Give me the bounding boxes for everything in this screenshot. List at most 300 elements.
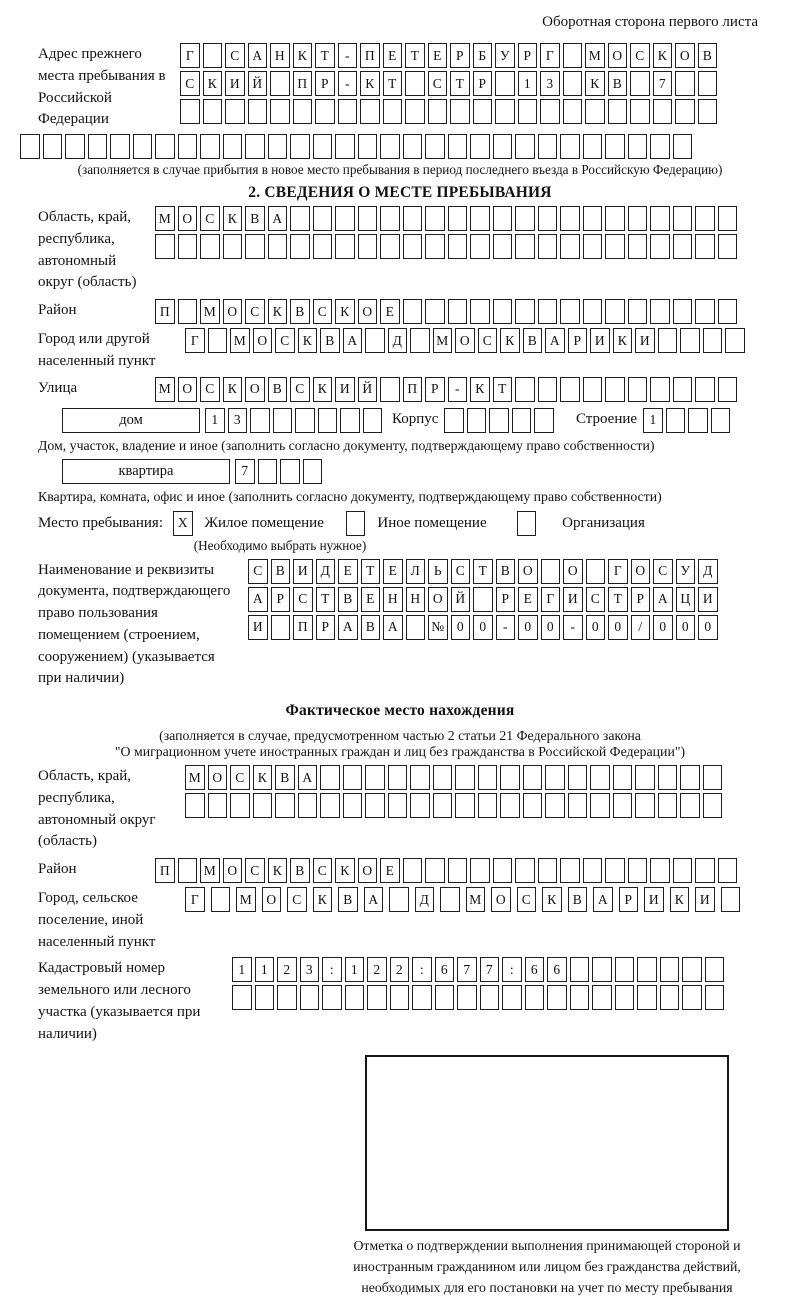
char-box: К	[613, 328, 633, 353]
char-box: Г	[608, 559, 628, 584]
char-box	[493, 299, 513, 324]
char-box: И	[293, 559, 313, 584]
dom-note: Дом, участок, владение и иное (заполнить согласно документу, подтверждающему право собственности)	[38, 437, 655, 453]
char-box	[523, 765, 543, 790]
char-box: Н	[270, 43, 290, 68]
char-box	[688, 408, 708, 433]
char-box: С	[200, 206, 220, 231]
char-box	[673, 858, 693, 883]
char-box: О	[491, 887, 511, 912]
char-box	[538, 299, 558, 324]
s2-raion-block	[38, 299, 800, 324]
char-box	[675, 99, 695, 124]
char-box	[680, 328, 700, 353]
char-box: Р	[450, 43, 470, 68]
char-box: К	[223, 377, 243, 402]
char-box	[223, 134, 243, 159]
char-box: Й	[358, 377, 378, 402]
char-row	[248, 587, 718, 612]
char-box: Т	[473, 559, 493, 584]
char-box: К	[360, 71, 380, 96]
stamp-note: Отметка о подтверждении выполнения принимающей стороной и иностранным гражданином или лицом без гражданства действий, необходимых для его постановки на учет по месту пребывания	[353, 1238, 741, 1295]
char-box: В	[338, 887, 358, 912]
char-box	[540, 99, 560, 124]
s2-oblast-label: Область, край, республика, автономный округ (область)	[38, 209, 137, 291]
char-box	[698, 99, 718, 124]
char-box: К	[335, 299, 355, 324]
char-box	[428, 99, 448, 124]
char-box	[637, 957, 657, 982]
char-box: Р	[631, 587, 651, 612]
kvartira-row	[62, 459, 800, 484]
char-box	[403, 234, 423, 259]
char-box	[208, 793, 228, 818]
char-box: К	[542, 887, 562, 912]
char-box	[315, 99, 335, 124]
char-box: С	[451, 559, 471, 584]
char-box: :	[322, 957, 342, 982]
char-box	[335, 134, 355, 159]
char-box: А	[593, 887, 613, 912]
doc-rows	[248, 559, 718, 640]
char-box: 0	[586, 615, 606, 640]
char-box	[245, 134, 265, 159]
char-box: О	[262, 887, 282, 912]
char-box	[293, 99, 313, 124]
char-box	[295, 408, 315, 433]
char-box	[658, 765, 678, 790]
char-box	[203, 43, 223, 68]
char-box: К	[293, 43, 313, 68]
char-box	[388, 765, 408, 790]
char-box	[560, 858, 580, 883]
kadastr-block	[38, 957, 800, 1045]
char-box: Р	[496, 587, 516, 612]
char-box	[448, 234, 468, 259]
char-box: В	[698, 43, 718, 68]
char-box	[380, 134, 400, 159]
char-box: П	[360, 43, 380, 68]
doc-label: Наименование и реквизиты документа, подтверждающего право пользования помещением (строением, сооружением) (указывается при наличии)	[38, 561, 231, 687]
char-box: 0	[451, 615, 471, 640]
char-box	[200, 134, 220, 159]
char-box: С	[313, 299, 333, 324]
char-box	[320, 765, 340, 790]
char-box: А	[248, 43, 268, 68]
char-box	[455, 793, 475, 818]
char-box	[718, 234, 738, 259]
char-box	[448, 206, 468, 231]
char-box	[338, 99, 358, 124]
char-box	[545, 765, 565, 790]
korpus-label: Корпус	[392, 410, 439, 427]
char-box: К	[203, 71, 223, 96]
char-box: Р	[619, 887, 639, 912]
char-box: 6	[525, 957, 545, 982]
char-box	[718, 858, 738, 883]
char-row	[232, 957, 724, 982]
char-box	[277, 985, 297, 1010]
char-box: М	[466, 887, 486, 912]
char-box: У	[676, 559, 696, 584]
char-box: К	[313, 377, 333, 402]
char-box: А	[338, 615, 358, 640]
char-box: О	[518, 559, 538, 584]
char-box: М	[200, 299, 220, 324]
char-box: И	[695, 887, 715, 912]
char-box	[705, 957, 725, 982]
char-box: Р	[425, 377, 445, 402]
char-box	[358, 134, 378, 159]
char-box	[383, 99, 403, 124]
char-box	[613, 793, 633, 818]
char-box: С	[517, 887, 537, 912]
char-box	[628, 299, 648, 324]
char-box: О	[208, 765, 228, 790]
char-box	[583, 377, 603, 402]
stroenie-label: Строение	[575, 410, 638, 427]
char-box: Е	[428, 43, 448, 68]
char-box	[365, 328, 385, 353]
prev-address-block	[38, 43, 800, 131]
char-box	[682, 985, 702, 1010]
char-box: Р	[316, 615, 336, 640]
char-box	[538, 377, 558, 402]
char-box	[271, 615, 291, 640]
mesto-prebyvaniya-row	[38, 511, 800, 536]
char-box: В	[338, 587, 358, 612]
char-box: С	[290, 377, 310, 402]
char-box	[563, 99, 583, 124]
char-box: -	[496, 615, 516, 640]
char-box: И	[563, 587, 583, 612]
char-box: И	[698, 587, 718, 612]
char-box	[502, 985, 522, 1010]
char-box: П	[155, 858, 175, 883]
char-box	[268, 234, 288, 259]
char-box	[660, 985, 680, 1010]
char-box	[203, 99, 223, 124]
char-box	[637, 985, 657, 1010]
char-box: 1	[643, 408, 663, 433]
s2-ulitsa-block	[38, 377, 800, 402]
char-box: О	[178, 206, 198, 231]
char-box	[470, 206, 490, 231]
char-box	[358, 234, 378, 259]
char-box	[711, 408, 731, 433]
char-box: 0	[473, 615, 493, 640]
char-box	[110, 134, 130, 159]
char-box	[586, 559, 606, 584]
char-box	[635, 793, 655, 818]
fact-raion-block	[38, 858, 800, 883]
char-box: Д	[388, 328, 408, 353]
char-box	[583, 299, 603, 324]
char-box	[703, 793, 723, 818]
char-box: В	[523, 328, 543, 353]
char-box	[605, 858, 625, 883]
char-box	[290, 134, 310, 159]
char-box	[425, 858, 445, 883]
char-box	[680, 793, 700, 818]
char-box: 0	[608, 615, 628, 640]
char-row	[180, 71, 717, 96]
s2-raion-label: Район	[38, 302, 77, 318]
char-box: Т	[316, 587, 336, 612]
char-box	[538, 858, 558, 883]
char-box	[512, 408, 532, 433]
char-box: 2	[367, 957, 387, 982]
char-box	[313, 134, 333, 159]
char-box	[650, 134, 670, 159]
prev-address-note: (заполняется в случае прибытия в новое место пребывания в период последнего въезда в Российскую Федерацию)	[77, 162, 723, 177]
char-box	[273, 408, 293, 433]
char-box	[245, 234, 265, 259]
char-box	[718, 377, 738, 402]
char-box: М	[230, 328, 250, 353]
char-box: Р	[473, 71, 493, 96]
char-box	[658, 328, 678, 353]
char-box	[253, 793, 273, 818]
kadastr-label: Кадастровый номер земельного или лесного участка (указывается при наличии)	[38, 960, 201, 1042]
char-box: Г	[540, 43, 560, 68]
char-box	[20, 134, 40, 159]
char-box	[470, 858, 490, 883]
char-box: 3	[228, 408, 248, 433]
char-box	[673, 299, 693, 324]
checkbox-inoe	[346, 511, 366, 536]
char-box	[178, 234, 198, 259]
char-box	[592, 985, 612, 1010]
char-box: О	[253, 328, 273, 353]
char-box: К	[313, 887, 333, 912]
char-box: В	[268, 377, 288, 402]
char-box: -	[563, 615, 583, 640]
char-box	[480, 985, 500, 1010]
char-box: Г	[180, 43, 200, 68]
char-box: 2	[277, 957, 297, 982]
char-box	[515, 377, 535, 402]
char-box: С	[200, 377, 220, 402]
char-box	[541, 559, 561, 584]
char-box: 1	[518, 71, 538, 96]
char-box	[270, 99, 290, 124]
char-box	[680, 765, 700, 790]
char-box	[538, 206, 558, 231]
char-box	[412, 985, 432, 1010]
char-box: :	[412, 957, 432, 982]
char-box: И	[635, 328, 655, 353]
char-box: 0	[676, 615, 696, 640]
char-box	[298, 793, 318, 818]
char-box	[493, 206, 513, 231]
char-box	[248, 99, 268, 124]
fact-oblast-block	[38, 765, 800, 853]
char-box	[613, 765, 633, 790]
char-box	[628, 234, 648, 259]
char-box	[467, 408, 487, 433]
char-box: Д	[316, 559, 336, 584]
s2-oblast-block	[38, 206, 800, 294]
char-box: Ь	[428, 559, 448, 584]
char-box	[650, 377, 670, 402]
char-box	[568, 793, 588, 818]
char-box	[493, 234, 513, 259]
char-box	[560, 206, 580, 231]
char-row	[185, 887, 740, 912]
s2-gorod-block	[38, 328, 800, 373]
char-box: В	[275, 765, 295, 790]
char-row	[232, 985, 724, 1010]
char-box	[630, 71, 650, 96]
char-box	[695, 206, 715, 231]
char-box: Г	[185, 328, 205, 353]
char-row	[444, 408, 554, 433]
char-box	[343, 765, 363, 790]
char-box: 1	[345, 957, 365, 982]
char-box: П	[293, 615, 313, 640]
char-box	[250, 408, 270, 433]
char-box	[320, 793, 340, 818]
char-box: №	[428, 615, 448, 640]
char-box: Д	[415, 887, 435, 912]
char-box	[425, 206, 445, 231]
char-box: 1	[232, 957, 252, 982]
char-box	[495, 99, 515, 124]
char-box	[335, 234, 355, 259]
fact-raion-label: Район	[38, 861, 77, 877]
char-box: 0	[653, 615, 673, 640]
char-box	[653, 99, 673, 124]
fact-oblast-rows	[185, 765, 722, 818]
fact-title: Фактическое место нахождения	[285, 702, 515, 719]
char-box	[403, 134, 423, 159]
char-box	[223, 234, 243, 259]
fact-gorod-label: Город, сельское поселение, иной населенный пункт	[38, 890, 156, 950]
char-box	[675, 71, 695, 96]
char-box	[560, 299, 580, 324]
char-box	[500, 793, 520, 818]
char-box: К	[223, 206, 243, 231]
char-box: О	[178, 377, 198, 402]
kvartira-note: Квартира, комната, офис и иное (заполнить согласно документу, подтверждающему право собственности)	[38, 488, 662, 504]
char-box	[721, 887, 741, 912]
char-box	[65, 134, 85, 159]
char-box	[410, 765, 430, 790]
char-box: К	[268, 299, 288, 324]
mesto-note: (Необходимо выбрать нужное)	[193, 537, 367, 553]
char-box: В	[245, 206, 265, 231]
char-box	[390, 985, 410, 1010]
char-box: А	[545, 328, 565, 353]
char-box: :	[502, 957, 522, 982]
char-box: М	[155, 206, 175, 231]
char-row	[185, 793, 722, 818]
char-box	[290, 206, 310, 231]
char-box: С	[630, 43, 650, 68]
char-box	[650, 858, 670, 883]
opt-org-label: Организация	[562, 514, 645, 531]
char-box: Л	[406, 559, 426, 584]
char-box: А	[268, 206, 288, 231]
char-box	[178, 858, 198, 883]
char-row	[248, 615, 718, 640]
char-box: С	[586, 587, 606, 612]
char-box	[590, 765, 610, 790]
char-box: О	[455, 328, 475, 353]
char-box: А	[364, 887, 384, 912]
char-box: 7	[457, 957, 477, 982]
s2-oblast-rows	[155, 206, 737, 259]
fact-gorod-block	[38, 887, 800, 953]
char-box	[448, 134, 468, 159]
char-box	[450, 99, 470, 124]
char-box: 6	[547, 957, 567, 982]
char-box: С	[230, 765, 250, 790]
char-box: К	[653, 43, 673, 68]
char-box	[703, 765, 723, 790]
char-box: К	[670, 887, 690, 912]
char-box: К	[585, 71, 605, 96]
char-box	[270, 71, 290, 96]
char-box	[380, 234, 400, 259]
char-box	[425, 234, 445, 259]
char-row	[155, 234, 737, 259]
char-box: С	[275, 328, 295, 353]
char-box	[403, 299, 423, 324]
char-box: Р	[568, 328, 588, 353]
char-box: 3	[300, 957, 320, 982]
char-box: Е	[383, 43, 403, 68]
char-box: А	[343, 328, 363, 353]
checkbox-organizatsiya	[517, 511, 537, 536]
char-box	[538, 134, 558, 159]
char-box	[630, 99, 650, 124]
char-box	[406, 615, 426, 640]
char-box	[525, 985, 545, 1010]
char-box: Т	[608, 587, 628, 612]
char-box	[155, 234, 175, 259]
char-box: Е	[380, 299, 400, 324]
char-box: П	[403, 377, 423, 402]
char-box	[515, 234, 535, 259]
char-box	[178, 134, 198, 159]
char-box	[698, 71, 718, 96]
char-box	[547, 985, 567, 1010]
char-box: В	[290, 858, 310, 883]
char-box: -	[448, 377, 468, 402]
char-box: О	[358, 299, 378, 324]
char-box: В	[496, 559, 516, 584]
opt-inoe-label: Иное помещение	[377, 514, 487, 531]
char-box	[403, 858, 423, 883]
opt-zhiloe-label: Жилое помещение	[204, 514, 324, 531]
char-box: С	[653, 559, 673, 584]
char-box: С	[225, 43, 245, 68]
char-box	[300, 985, 320, 1010]
char-row	[180, 99, 717, 124]
char-box: Ц	[676, 587, 696, 612]
char-row	[20, 134, 800, 159]
char-box: Т	[405, 43, 425, 68]
char-box	[695, 377, 715, 402]
char-box: 3	[540, 71, 560, 96]
char-box	[658, 793, 678, 818]
char-box: Р	[271, 587, 291, 612]
char-box: 7	[653, 71, 673, 96]
char-box	[275, 793, 295, 818]
s2-gorod-label: Город или другой населенный пункт	[38, 331, 156, 369]
